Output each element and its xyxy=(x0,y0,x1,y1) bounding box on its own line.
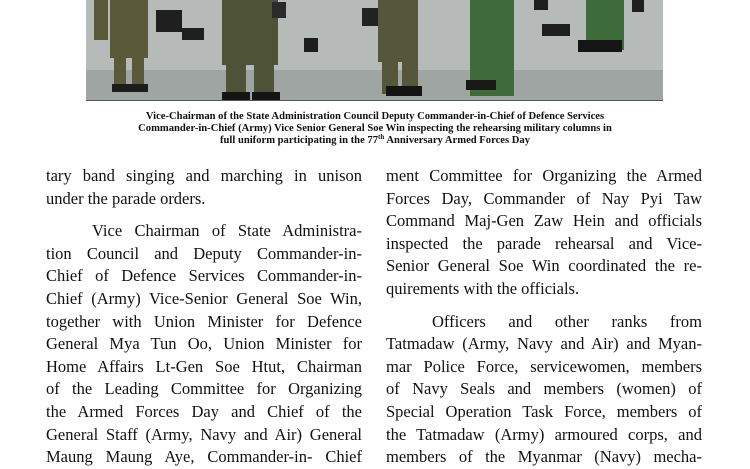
text-line: Vice Chairman of State Administra- xyxy=(92,221,362,241)
text-line: tion Council and Deputy Commander-in- xyxy=(46,243,362,263)
text-line: Home Affairs Lt-Gen Soe Htut, Chairman xyxy=(46,356,362,376)
parade-photo-illustration xyxy=(86,0,663,100)
text-line: Chief (Army) Vice-Senior General Soe Win, xyxy=(46,288,362,308)
caption-line xyxy=(60,135,690,147)
right-column xyxy=(386,165,702,469)
caption-line: Commander-in-Chief (Army) Vice Senior General Soe Win inspecting the rehearsing military columns in xyxy=(138,123,612,134)
text-line: General Staff (Army, Navy and Air) General xyxy=(46,424,362,444)
text-line: mar Police Force, servicewomen, members xyxy=(386,356,702,376)
text-line: the Tatmadaw (Army) armoured corps, and xyxy=(386,424,702,444)
left-column xyxy=(46,165,362,469)
text-line: Maung Maung Aye, Commander-in- Chief xyxy=(46,447,362,467)
text-line: together with Union Minister for Defence xyxy=(46,311,362,331)
text-line: the Armed Forces Day and Chief of the xyxy=(46,401,362,421)
text-line: under the parade orders. xyxy=(46,188,206,208)
text-line: Forces Day, Commander of Nay Pyi Taw xyxy=(386,188,702,208)
text-line: of the Leading Committee for Organizing xyxy=(46,379,362,399)
caption-line: Vice-Chairman of the State Administration Council Deputy Commander-in-Chief of Defence Services xyxy=(145,111,605,122)
text-line: General Mya Tun Oo, Union Minister for xyxy=(46,334,362,354)
text-line: quirements with the officials. xyxy=(386,278,580,298)
news-photo xyxy=(86,0,663,101)
text-line: inspected the parade rehearsal and Vice- xyxy=(386,233,702,253)
text-line: Senior General Soe Win coordinated the re- xyxy=(386,256,702,276)
caption-text: Anniversary Armed Forces Day xyxy=(384,135,531,146)
text-line: Special Operation Task Force, members of xyxy=(386,401,702,421)
text-line: ment Committee for Organizing the Armed xyxy=(386,166,702,185)
text-line: Command Maj-Gen Zaw Hein and officials xyxy=(386,211,702,231)
text-line: tary band singing and marching in unison xyxy=(46,166,362,185)
caption-superscript: th xyxy=(378,133,385,141)
text-line: Chief of Defence Services Commander-in- xyxy=(46,266,362,286)
text-line: Tatmadaw (Army, Navy and Air) and Myan- xyxy=(386,334,702,354)
photo-caption xyxy=(60,111,690,147)
text-line: of Navy Seals and members (women) of xyxy=(386,379,702,399)
text-line: members of the Myanmar (Navy) mecha- xyxy=(386,447,702,467)
caption-text: full uniform participating in the 77 xyxy=(219,135,379,146)
text-line: Officers and other ranks from xyxy=(432,311,702,331)
